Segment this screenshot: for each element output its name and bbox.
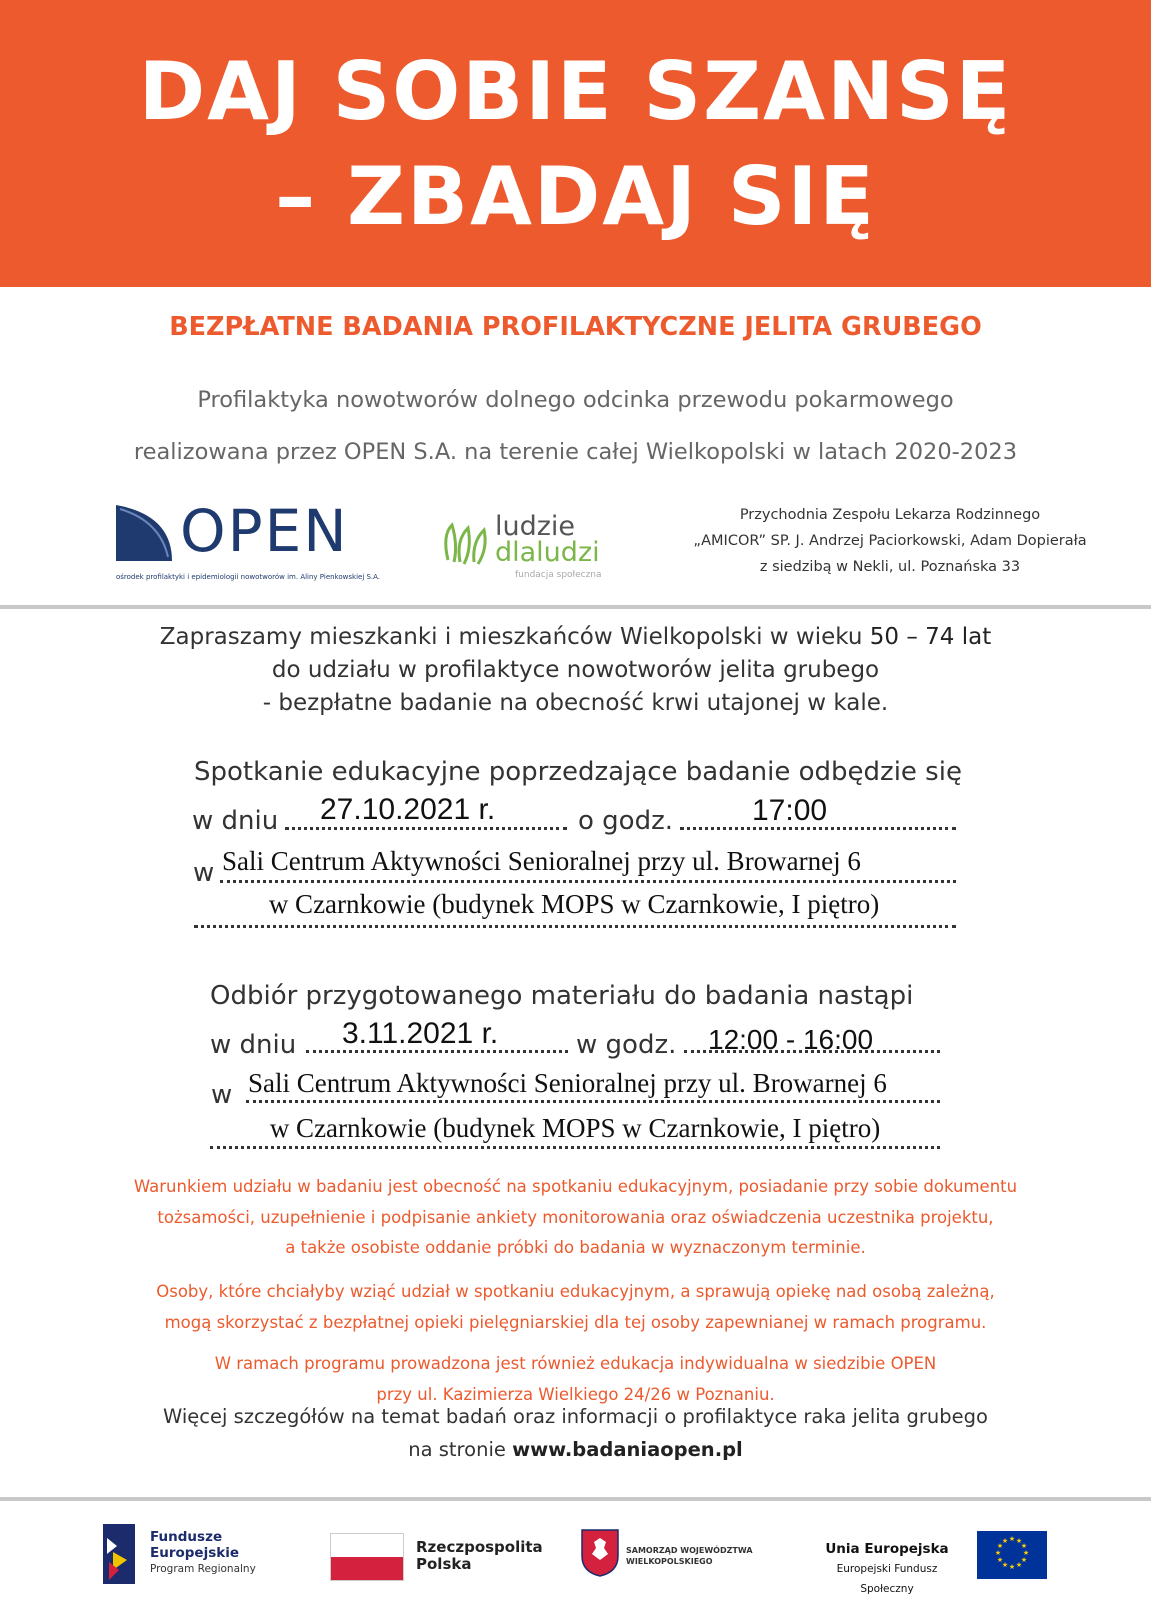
divider-top — [0, 605, 1151, 609]
more-line-2 — [0, 1433, 1151, 1466]
svg-text:★: ★ — [1001, 1561, 1009, 1569]
eu-flag-icon — [977, 1531, 1047, 1579]
meeting-time-label: o godz. — [578, 806, 673, 836]
pickup-place-line-1-rule — [246, 1100, 940, 1103]
more-info — [0, 1400, 1151, 1466]
pl-line-2: Polska — [416, 1555, 472, 1573]
pl-line-1: Rzeczpospolita — [416, 1538, 543, 1556]
fe-line-3: Program Regionalny — [150, 1563, 256, 1575]
meeting-place-label: w — [193, 858, 215, 888]
ue-line-2: Europejski Fundusz Społeczny — [836, 1563, 938, 1595]
clinic-line-1: Przychodnia Zespołu Lekarza Rodzinnego — [739, 507, 1041, 523]
meeting-date-label: w dniu — [192, 806, 279, 836]
open-logo — [116, 497, 381, 585]
age-range: 50 – 74 lat — [869, 624, 992, 650]
intro — [0, 374, 1151, 478]
conditions-p1-line-1: Warunkiem udziału w badaniu jest obecność na spotkaniu edukacyjnym, posiadanie przy sobie dokumentu — [133, 1177, 1018, 1196]
clinic-line-3: z siedzibą w Nekli, ul. Poznańska 33 — [759, 559, 1021, 575]
ludzie-dla-ludzi-logo — [440, 511, 650, 585]
pickup-date: 3.11.2021 r. — [342, 1017, 499, 1050]
fundusze-europejskie-icon — [103, 1524, 135, 1584]
svg-text:★: ★ — [1008, 1535, 1016, 1543]
pickup-heading: Odbiór przygotowanego materiału do badania nastąpi — [210, 981, 914, 1011]
meeting-place-line-2: w Czarnkowie (budynek MOPS w Czarnkowie, I piętro) — [268, 889, 880, 919]
more-line-2-text: na stronie — [408, 1438, 513, 1461]
website-link[interactable]: www.badaniaopen.pl — [512, 1438, 743, 1461]
conditions-p1-line-3: a także osobiste oddanie próbki do badania w wyznaczonym terminie. — [285, 1238, 866, 1257]
ue-line-1: Unia Europejska — [825, 1541, 949, 1557]
conditions-paragraph-2 — [0, 1277, 1151, 1338]
open-subtitle: ośrodek profilaktyki i epidemiologii nowotworów im. Aliny Pienkowskiej S.A. — [116, 573, 381, 581]
meeting-time: 17:00 — [752, 794, 828, 827]
more-line-1: Więcej szczegółów na temat badań oraz informacji o profilaktyce raka jelita grubego — [163, 1405, 988, 1428]
fe-line-2: Europejskie — [150, 1545, 240, 1561]
meeting-heading: Spotkanie edukacyjne poprzedzające badanie odbędzie się — [194, 757, 962, 787]
samorzad-text — [626, 1545, 753, 1567]
wielkopolska-shield-icon — [580, 1528, 620, 1578]
svg-text:★: ★ — [996, 1542, 1004, 1550]
conditions-p2-line-1: Osoby, które chciałyby wziąć udział w spotkaniu edukacyjnym, a sprawują opiekę nad osobą zależną, — [156, 1282, 995, 1301]
footer-logos — [0, 1507, 1151, 1600]
invite-line-3: - bezpłatne badanie na obecność krwi utajonej w kale. — [262, 690, 889, 716]
conditions-p2-line-2: mogą skorzystać z bezpłatnej opieki pielęgniarskiej dla tej osoby zapewnianej w ramach programu. — [164, 1312, 987, 1332]
unia-europejska-text — [812, 1539, 962, 1599]
svg-text:★: ★ — [1001, 1537, 1009, 1545]
header-banner — [0, 0, 1151, 287]
svg-text:★: ★ — [1008, 1563, 1016, 1571]
svg-text:★: ★ — [1020, 1556, 1028, 1564]
meeting-place-line-1-rule — [220, 880, 956, 883]
ldl-line-2: dlaludzi — [495, 537, 600, 568]
ldl-line-1: ludzie — [495, 511, 576, 542]
fe-line-1: Fundusze — [150, 1529, 223, 1545]
svg-text:★: ★ — [1015, 1537, 1023, 1545]
invite-line-1 — [0, 621, 1151, 654]
pickup-date-label: w dniu — [210, 1030, 297, 1060]
svg-text:★: ★ — [1015, 1561, 1023, 1569]
pickup-place-line-1: Sali Centrum Aktywności Senioralnej przy ul. Browarnej 6 — [248, 1068, 887, 1098]
open-wordmark: OPEN — [180, 497, 349, 565]
conditions-p3-line-2: przy ul. Kazimierza Wielkiego 24/26 w Poznaniu. — [376, 1384, 775, 1404]
clinic-line-2: „AMICOR” SP. J. Andrzej Paciorkowski, Adam Dopierała — [693, 533, 1087, 549]
conditions-p3-line-1: W ramach programu prowadzona jest również edukacja indywidualna w siedzibie OPEN — [214, 1354, 937, 1373]
subtitle: BEZPŁATNE BADANIA PROFILAKTYCZNE JELITA GRUBEGO — [169, 312, 982, 342]
open-square-icon — [116, 505, 172, 561]
pickup-time: 12:00 - 16:00 — [708, 1024, 874, 1055]
svg-text:★: ★ — [1022, 1549, 1030, 1557]
meeting-date: 27.10.2021 r. — [320, 793, 496, 826]
wlkp-line-1: SAMORZĄD WOJEWÓDZTWA — [626, 1546, 753, 1555]
svg-text:★: ★ — [996, 1556, 1004, 1564]
conditions-p1-line-2: tożsamości, uzupełnienie i podpisanie ankiety monitorowania oraz oświadczenia uczestnika projektu, — [157, 1207, 994, 1227]
intro-line-1: Profilaktyka nowotworów dolnego odcinka przewodu pokarmowego — [197, 387, 954, 413]
invite-line-1-text: Zapraszamy mieszkanki i mieszkańców Wielkopolski w wieku — [159, 624, 870, 650]
title-line-1: DAJ SOBIE SZANSĘ — [138, 45, 1013, 138]
ldl-leaf-icon — [440, 520, 495, 570]
pickup-place-label: w — [211, 1080, 233, 1110]
ldl-line-3: fundacja społeczna — [515, 570, 602, 580]
clinic-info — [680, 502, 1100, 580]
meeting-place-line-1: Sali Centrum Aktywności Senioralnej przy ul. Browarnej 6 — [222, 846, 861, 876]
conditions-paragraph-1 — [0, 1172, 1151, 1264]
svg-text:★: ★ — [994, 1549, 1002, 1557]
meeting-date-line — [285, 827, 567, 830]
pickup-time-label: w godz. — [576, 1030, 677, 1060]
invite — [0, 621, 1151, 720]
invite-line-2: do udziału w profilaktyce nowotworów jelita grubego — [271, 657, 880, 683]
pickup-place-line-2: w Czarnkowie (budynek MOPS w Czarnkowie, I piętro) — [269, 1113, 881, 1143]
divider-bottom — [0, 1497, 1151, 1501]
title-line-2: – ZBADAJ SIĘ — [275, 150, 876, 243]
pickup-place-line-2-rule — [210, 1146, 940, 1149]
fundusze-europejskie-text — [150, 1529, 256, 1577]
wlkp-line-2: WIELKOPOLSKIEGO — [626, 1557, 713, 1566]
rzeczpospolita-text — [416, 1539, 543, 1573]
intro-line-2: realizowana przez OPEN S.A. na terenie całej Wielkopolski w latach 2020-2023 — [133, 439, 1018, 465]
meeting-place-line-2-rule — [194, 925, 956, 928]
polish-flag-icon — [330, 1533, 404, 1581]
svg-text:★: ★ — [1020, 1542, 1028, 1550]
